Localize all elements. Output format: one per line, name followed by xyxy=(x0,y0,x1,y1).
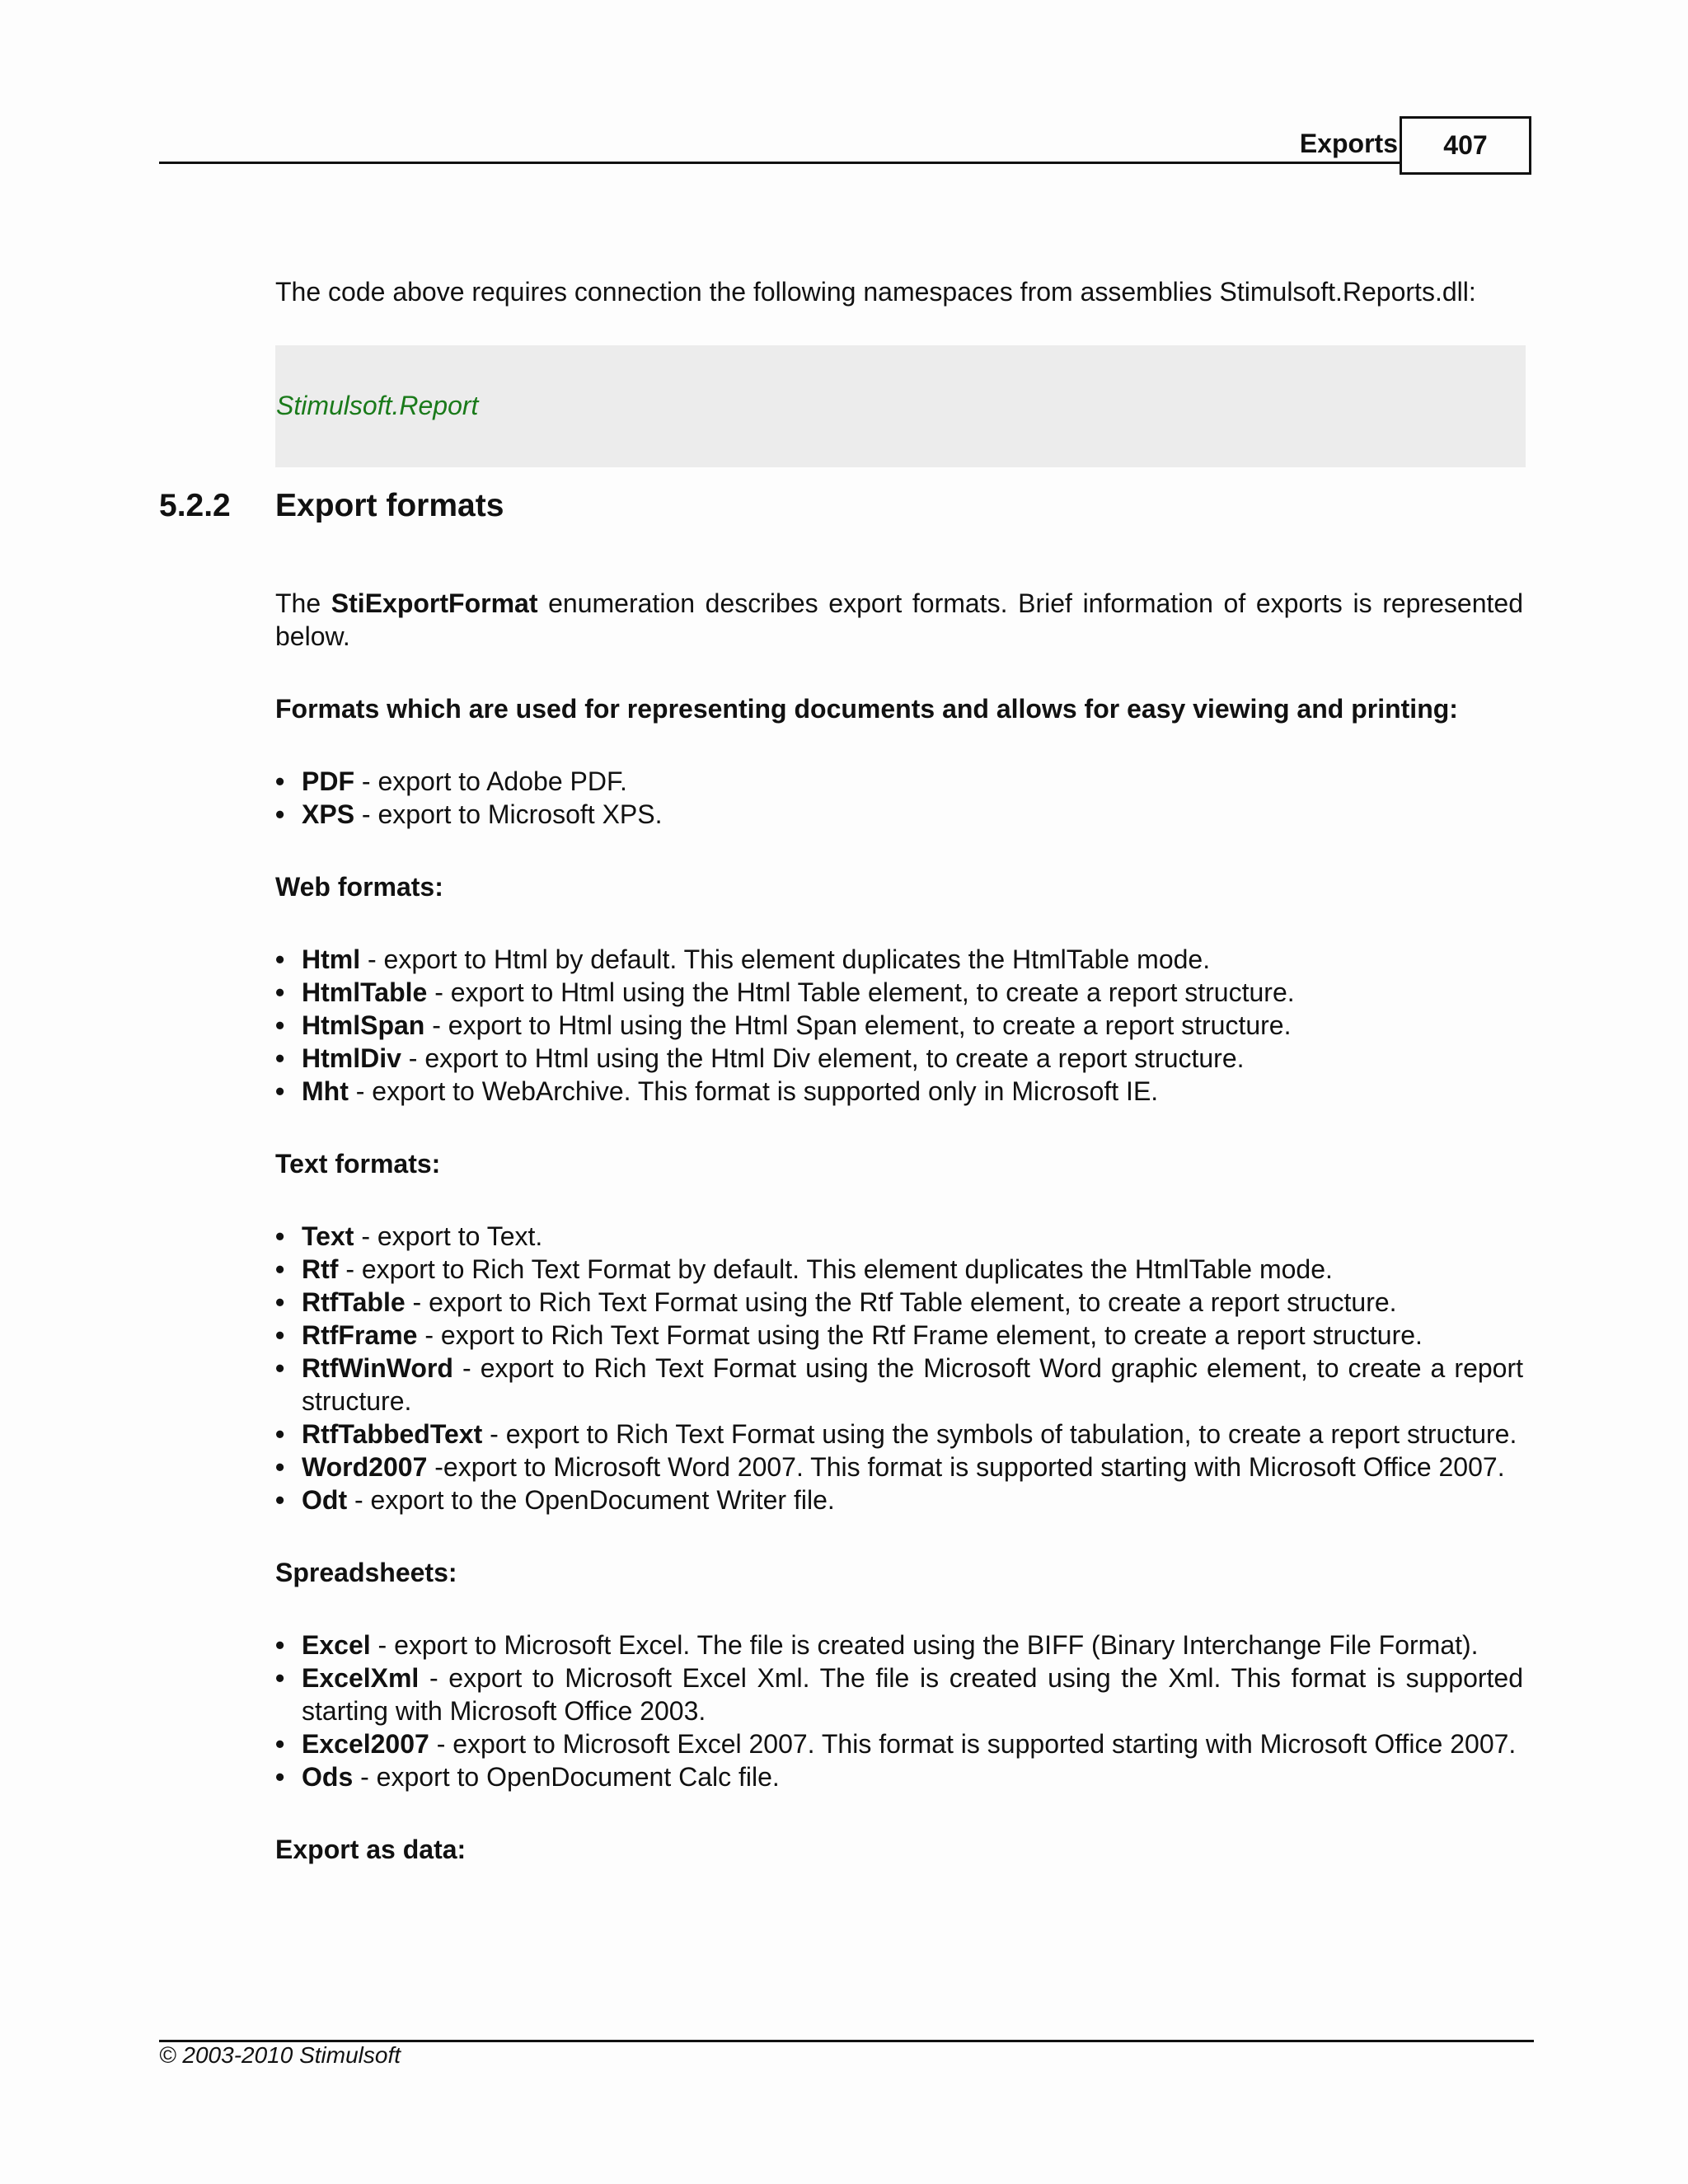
format-name: Excel xyxy=(302,1630,371,1660)
format-description: - export to WebArchive. This format is supported only in Microsoft IE. xyxy=(348,1076,1159,1106)
code-block xyxy=(275,345,1526,467)
format-name: RtfFrame xyxy=(302,1320,418,1350)
group-heading: Export as data: xyxy=(275,1835,467,1864)
format-list-item xyxy=(275,1629,1523,1661)
format-description: - export to Html using the Html Span element, to create a report structure. xyxy=(424,1010,1292,1040)
format-description: - export to Html using the Html Div element, to create a report structure. xyxy=(401,1043,1245,1073)
format-name: Rtf xyxy=(302,1254,339,1284)
header-rule xyxy=(159,162,1401,164)
format-list-item xyxy=(275,1009,1523,1042)
enum-name: StiExportFormat xyxy=(331,588,538,618)
intro-text: The code above requires connection the following namespaces from assemblies Stimulsoft.Reports.dll: xyxy=(275,277,1476,307)
format-list-item xyxy=(275,1418,1523,1451)
format-name: Text xyxy=(302,1221,354,1251)
format-groups xyxy=(275,653,1523,1866)
code-text: Stimulsoft.Report xyxy=(276,391,479,420)
format-description: - export to Rich Text Format using the Microsoft Word graphic element, to create a report structure. xyxy=(302,1353,1523,1416)
format-description: - export to Microsoft XPS. xyxy=(354,799,663,829)
format-list-item xyxy=(275,1661,1523,1727)
section-body xyxy=(275,587,1523,1866)
format-list-item xyxy=(275,943,1523,976)
format-list xyxy=(275,943,1523,1108)
format-list-item xyxy=(275,1220,1523,1253)
format-list xyxy=(275,765,1523,831)
format-name: HtmlDiv xyxy=(302,1043,401,1073)
format-list-item xyxy=(275,1253,1523,1286)
page-number: 407 xyxy=(1400,116,1531,175)
format-description: - export to Rich Text Format using the Rtf Frame element, to create a report structure. xyxy=(417,1320,1423,1350)
group-heading: Text formats: xyxy=(275,1149,441,1179)
format-list-item xyxy=(275,1760,1523,1793)
format-description: - export to Adobe PDF. xyxy=(354,766,627,796)
format-list-item xyxy=(275,976,1523,1009)
format-name: ExcelXml xyxy=(302,1663,420,1693)
format-name: Odt xyxy=(302,1485,348,1515)
format-list-item xyxy=(275,1483,1523,1516)
description-paragraph: The StiExportFormat enumeration describes export formats. Brief information of exports is represented below. xyxy=(275,588,1524,651)
format-name: Mht xyxy=(302,1076,349,1106)
format-name: XPS xyxy=(302,799,355,829)
format-list-item xyxy=(275,1727,1523,1760)
format-list xyxy=(275,1629,1523,1793)
format-list-item xyxy=(275,1075,1523,1108)
format-description: - export to Rich Text Format by default. This element duplicates the HtmlTable mode. xyxy=(338,1254,1333,1284)
footer-copyright: © 2003-2010 Stimulsoft xyxy=(159,2042,401,2068)
group-heading: Spreadsheets: xyxy=(275,1558,457,1587)
format-list-item xyxy=(275,765,1523,798)
format-description: -export to Microsoft Word 2007. This format is supported starting with Microsoft Office 2007. xyxy=(427,1452,1505,1482)
format-description: - export to Text. xyxy=(354,1221,543,1251)
format-name: Word2007 xyxy=(302,1452,428,1482)
format-description: - export to OpenDocument Calc file. xyxy=(353,1762,780,1792)
format-list-item xyxy=(275,1042,1523,1075)
format-name: Excel2007 xyxy=(302,1729,429,1759)
format-name: RtfTabbedText xyxy=(302,1419,483,1449)
format-name: RtfWinWord xyxy=(302,1353,453,1383)
format-description: - export to Rich Text Format using the symbols of tabulation, to create a report structure. xyxy=(482,1419,1517,1449)
format-name: Html xyxy=(302,944,361,974)
format-name: Ods xyxy=(302,1762,354,1792)
format-list xyxy=(275,1220,1523,1516)
section-title: Export formats xyxy=(275,488,504,523)
format-list-item xyxy=(275,1319,1523,1352)
group-heading: Web formats: xyxy=(275,872,443,902)
format-list-item xyxy=(275,1451,1523,1483)
format-description: - export to Html using the Html Table element, to create a report structure. xyxy=(427,977,1295,1007)
running-header-section: Exports xyxy=(1299,129,1398,158)
format-list-item xyxy=(275,1286,1523,1319)
format-list-item xyxy=(275,798,1523,831)
format-description: - export to the OpenDocument Writer file. xyxy=(347,1485,835,1515)
format-name: PDF xyxy=(302,766,354,796)
format-name: RtfTable xyxy=(302,1287,406,1317)
format-description: - export to Microsoft Excel 2007. This format is supported starting with Microsoft Office 2007. xyxy=(429,1729,1517,1759)
format-list-item xyxy=(275,1352,1523,1418)
format-description: - export to Microsoft Excel Xml. The file is created using the Xml. This format is supported starting with Microsoft Office 2003. xyxy=(302,1663,1523,1726)
format-name: HtmlSpan xyxy=(302,1010,425,1040)
group-heading: Formats which are used for representing documents and allows for easy viewing and printing: xyxy=(275,694,1458,724)
format-description: - export to Html by default. This element duplicates the HtmlTable mode. xyxy=(360,944,1211,974)
section-number: 5.2.2 xyxy=(159,488,231,523)
format-description: - export to Rich Text Format using the Rtf Table element, to create a report structure. xyxy=(405,1287,1397,1317)
format-description: - export to Microsoft Excel. The file is created using the BIFF (Binary Interchange File Format). xyxy=(370,1630,1479,1660)
format-name: HtmlTable xyxy=(302,977,428,1007)
